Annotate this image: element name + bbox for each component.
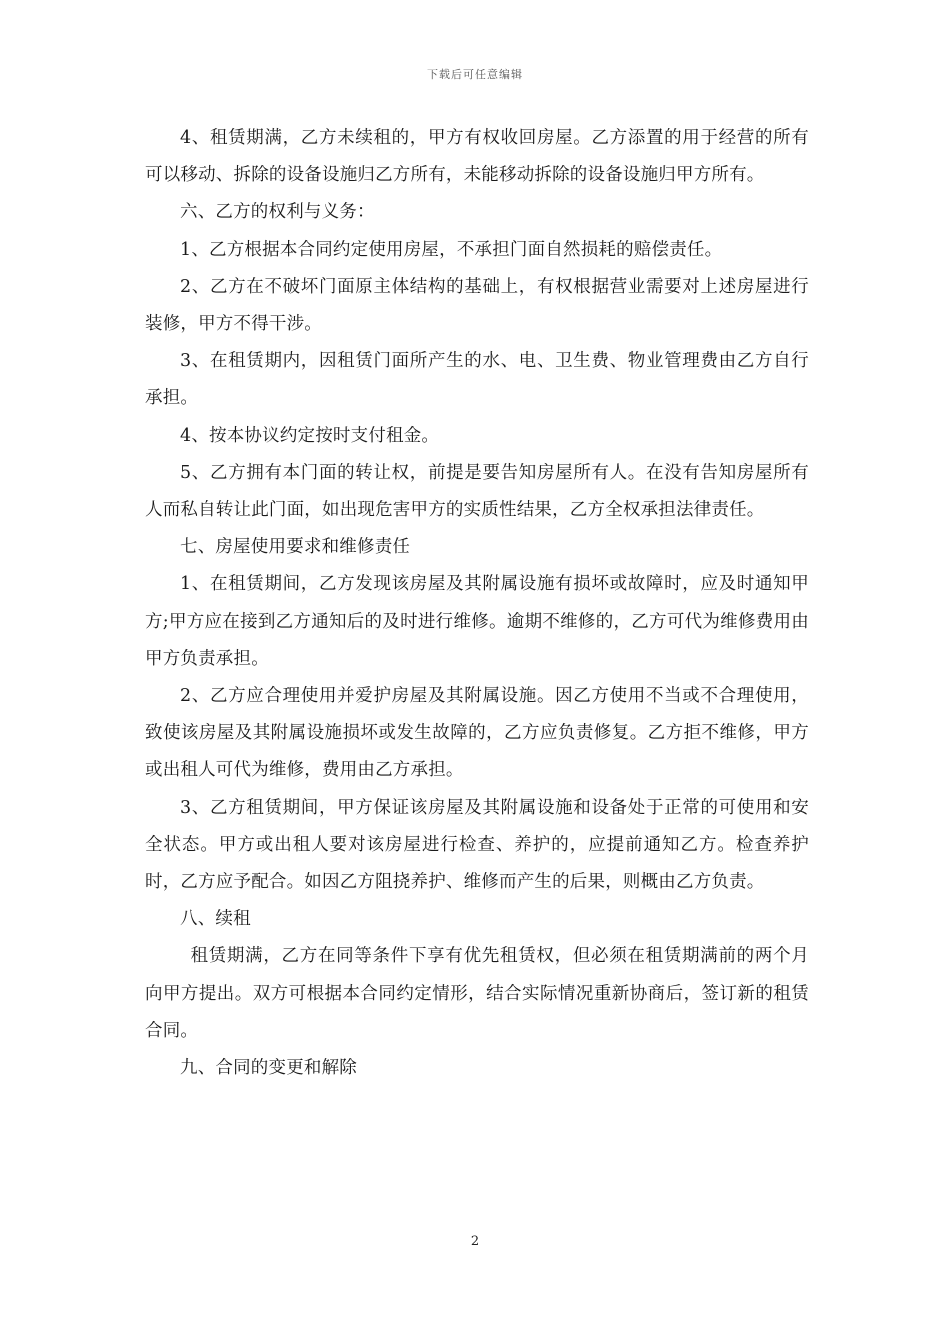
document-body — [145, 120, 809, 1087]
section-heading-7-maintenance: 七、房屋使用要求和维修责任 — [180, 537, 411, 558]
page-number: 2 — [470, 1234, 480, 1249]
paragraph-8-renewal: 租赁期满，乙方在同等条件下享有优先租赁权，但必须在租赁期满前的两个月向甲方提出。双方可根据本合同约定情形，结合实际情况重新协商后，签订新的租赁合同。 — [145, 946, 809, 1041]
section-heading-8-renewal: 八、续租 — [180, 909, 251, 930]
section-heading-9-changes: 九、合同的变更和解除 — [180, 1058, 357, 1079]
paragraph-4-lease-expiry: 4、租赁期满，乙方未续租的，甲方有权收回房屋。乙方添置的用于经营的所有可以移动、拆除的设备设施归乙方所有，未能移动拆除的设备设施归甲方所有。 — [145, 128, 809, 186]
section-heading-6-tenant-rights: 六、乙方的权利与义务： — [180, 202, 375, 223]
paragraph-6-4: 4、按本协议约定按时支付租金。 — [180, 425, 440, 446]
page-header: 下载后可任意编辑 — [427, 68, 523, 81]
paragraph-7-2: 2、乙方应合理使用并爱护房屋及其附属设施。因乙方使用不当或不合理使用，致使该房屋及其附属设施损坏或发生故障的，乙方应负责修复。乙方拒不维修，甲方或出租人可代为维修，费用由乙方承担。 — [145, 686, 809, 781]
paragraph-6-2: 2、乙方在不破坏门面原主体结构的基础上，有权根据营业需要对上述房屋进行装修，甲方不得干涉。 — [145, 276, 809, 335]
paragraph-6-5: 5、乙方拥有本门面的转让权，前提是要告知房屋所有人。在没有告知房屋所有人而私自转让此门面，如出现危害甲方的实质性结果，乙方全权承担法律责任。 — [145, 462, 809, 521]
paragraph-7-3: 3、乙方租赁期间，甲方保证该房屋及其附属设施和设备处于正常的可使用和安全状态。甲方或出租人要对该房屋进行检查、养护的，应提前通知乙方。检查养护时，乙方应予配合。如因乙方阻挠养护、维修而产生的后果，则概由乙方负责。 — [145, 797, 809, 893]
paragraph-6-3: 3、在租赁期内，因租赁门面所产生的水、电、卫生费、物业管理费由乙方自行承担。 — [145, 351, 809, 409]
paragraph-6-1: 1、乙方根据本合同约定使用房屋，不承担门面自然损耗的赔偿责任。 — [180, 239, 723, 260]
paragraph-7-1: 1、在租赁期间，乙方发现该房屋及其附属设施有损坏或故障时，应及时通知甲方;甲方应在接到乙方通知后的及时进行维修。逾期不维修的，乙方可代为维修费用由甲方负责承担。 — [145, 574, 809, 669]
